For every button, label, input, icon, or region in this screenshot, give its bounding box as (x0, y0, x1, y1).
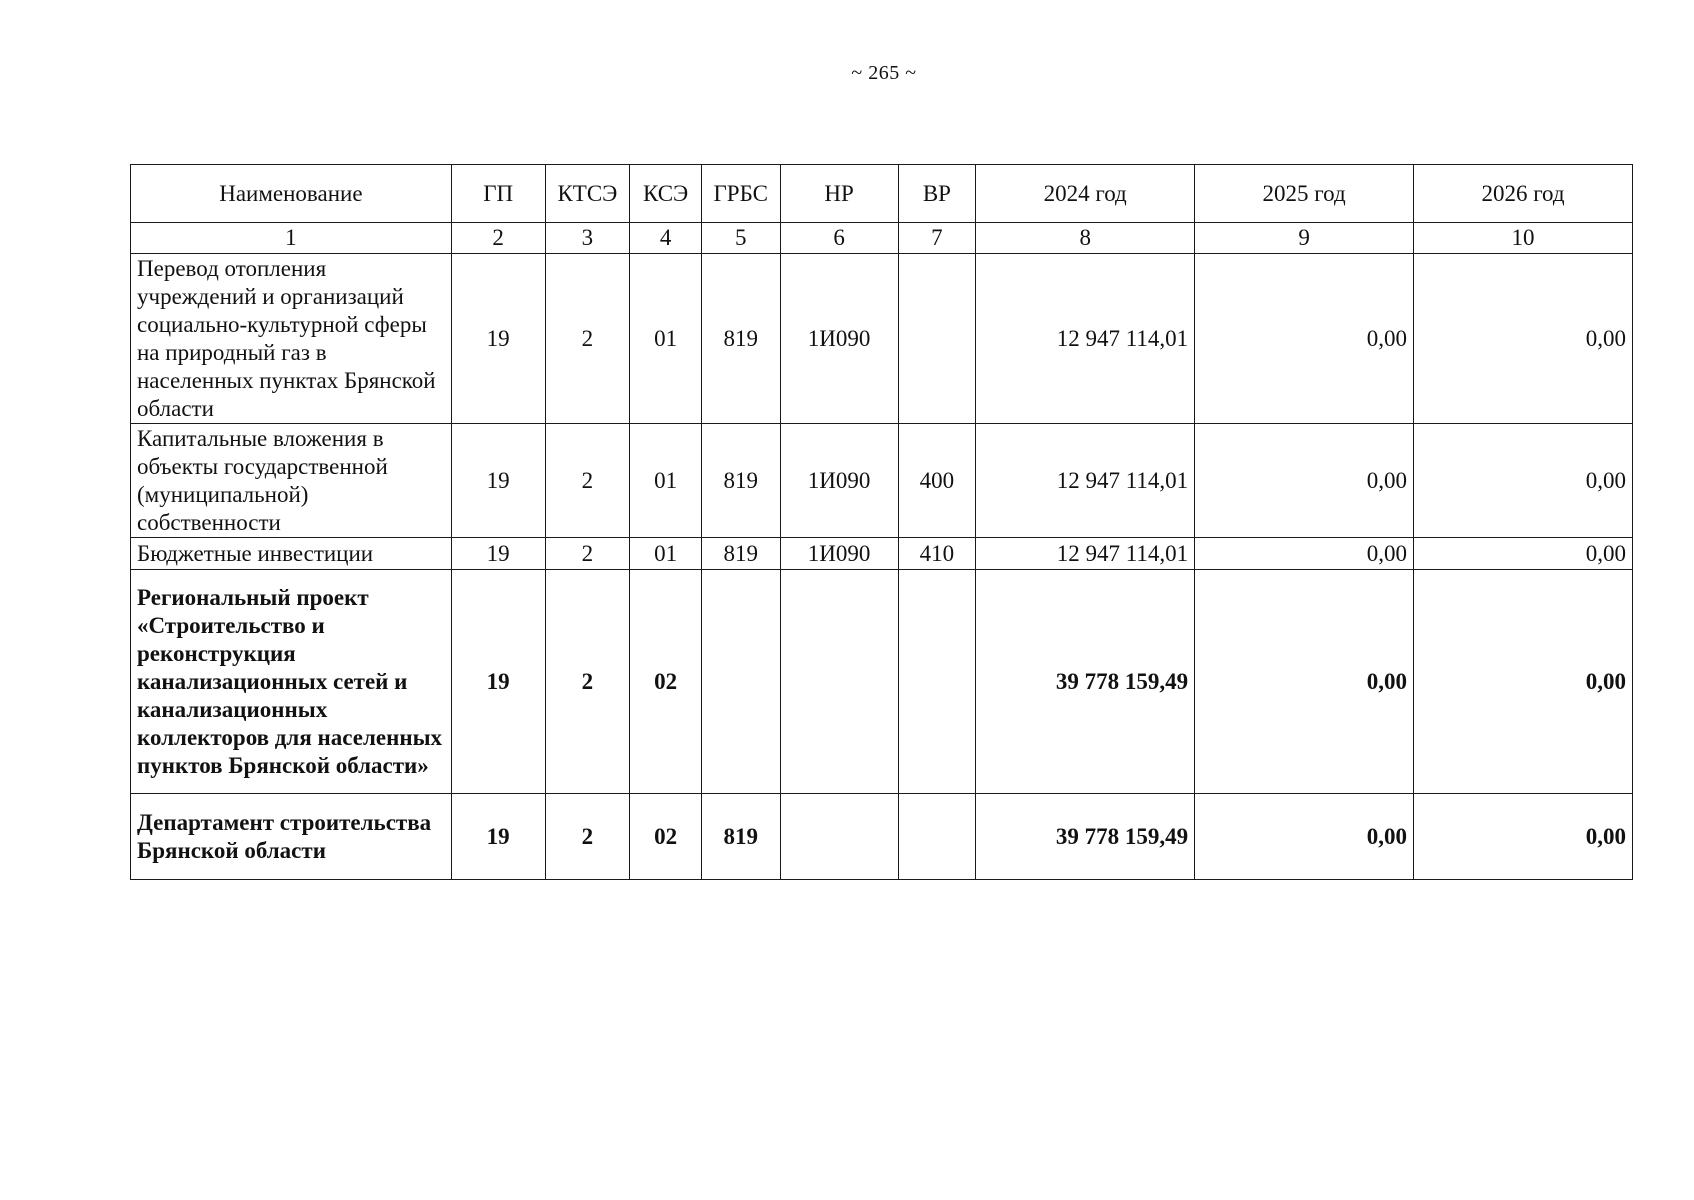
column-number: 1 (131, 223, 452, 254)
row-grbs: 819 (701, 424, 780, 538)
row-2024: 39 778 159,49 (976, 794, 1195, 880)
header-ktse: КТСЭ (545, 165, 630, 223)
row-grbs: 819 (701, 794, 780, 880)
row-2025: 0,00 (1195, 794, 1414, 880)
header-row (131, 165, 1633, 223)
row-grbs: 819 (701, 538, 780, 570)
row-grbs: 819 (701, 254, 780, 424)
row-2026: 0,00 (1414, 424, 1633, 538)
row-2025: 0,00 (1195, 424, 1414, 538)
header-grbs: ГРБС (701, 165, 780, 223)
row-2024: 39 778 159,49 (976, 570, 1195, 794)
table-row (131, 794, 1633, 880)
row-ktse: 2 (545, 570, 630, 794)
column-number-row (131, 223, 1633, 254)
row-ktse: 2 (545, 794, 630, 880)
row-ktse: 2 (545, 254, 630, 424)
row-2024: 12 947 114,01 (976, 538, 1195, 570)
header-2025: 2025 год (1195, 165, 1414, 223)
column-number: 10 (1414, 223, 1633, 254)
header-2026: 2026 год (1414, 165, 1633, 223)
row-2024: 12 947 114,01 (976, 254, 1195, 424)
row-nr (780, 570, 898, 794)
row-2026: 0,00 (1414, 794, 1633, 880)
row-name: Бюджетные инвестиции (131, 538, 452, 570)
row-2024: 12 947 114,01 (976, 424, 1195, 538)
row-2025: 0,00 (1195, 254, 1414, 424)
row-2026: 0,00 (1414, 570, 1633, 794)
row-2025: 0,00 (1195, 538, 1414, 570)
row-nr: 1И090 (780, 538, 898, 570)
column-number: 5 (701, 223, 780, 254)
column-number: 3 (545, 223, 630, 254)
row-gp: 19 (451, 538, 545, 570)
row-gp: 19 (451, 254, 545, 424)
table-row (131, 570, 1633, 794)
header-kse: КСЭ (630, 165, 702, 223)
header-2024: 2024 год (976, 165, 1195, 223)
row-kse: 01 (630, 538, 702, 570)
row-gp: 19 (451, 570, 545, 794)
column-number: 4 (630, 223, 702, 254)
row-vr (898, 794, 976, 880)
row-vr: 400 (898, 424, 976, 538)
row-vr: 410 (898, 538, 976, 570)
row-name: Региональный проект «Строительство и реконструкция канализационных сетей и канализационных коллекторов для населенных пунктов Брянской области» (131, 570, 452, 794)
column-number: 2 (451, 223, 545, 254)
row-vr (898, 254, 976, 424)
budget-table (130, 164, 1633, 880)
row-nr: 1И090 (780, 254, 898, 424)
row-gp: 19 (451, 424, 545, 538)
row-kse: 02 (630, 570, 702, 794)
row-gp: 19 (451, 794, 545, 880)
row-name: Капитальные вложения в объекты государственной (муниципальной) собственности (131, 424, 452, 538)
row-2025: 0,00 (1195, 570, 1414, 794)
row-2026: 0,00 (1414, 254, 1633, 424)
row-nr (780, 794, 898, 880)
row-ktse: 2 (545, 424, 630, 538)
header-vr: ВР (898, 165, 976, 223)
header-name: Наименование (131, 165, 452, 223)
row-2026: 0,00 (1414, 538, 1633, 570)
column-number: 8 (976, 223, 1195, 254)
header-gp: ГП (451, 165, 545, 223)
row-kse: 01 (630, 424, 702, 538)
header-nr: НР (780, 165, 898, 223)
row-kse: 01 (630, 254, 702, 424)
column-number: 9 (1195, 223, 1414, 254)
column-number: 6 (780, 223, 898, 254)
table-row (131, 538, 1633, 570)
row-kse: 02 (630, 794, 702, 880)
table-row (131, 424, 1633, 538)
table-row (131, 254, 1633, 424)
column-number: 7 (898, 223, 976, 254)
page-number: ~ 265 ~ (851, 62, 917, 84)
row-grbs (701, 570, 780, 794)
row-vr (898, 570, 976, 794)
row-ktse: 2 (545, 538, 630, 570)
row-name: Перевод отопления учреждений и организаций социально-культурной сферы на природный газ в населенных пунктах Брянской области (131, 254, 452, 424)
row-name: Департамент строительства Брянской области (131, 794, 452, 880)
row-nr: 1И090 (780, 424, 898, 538)
